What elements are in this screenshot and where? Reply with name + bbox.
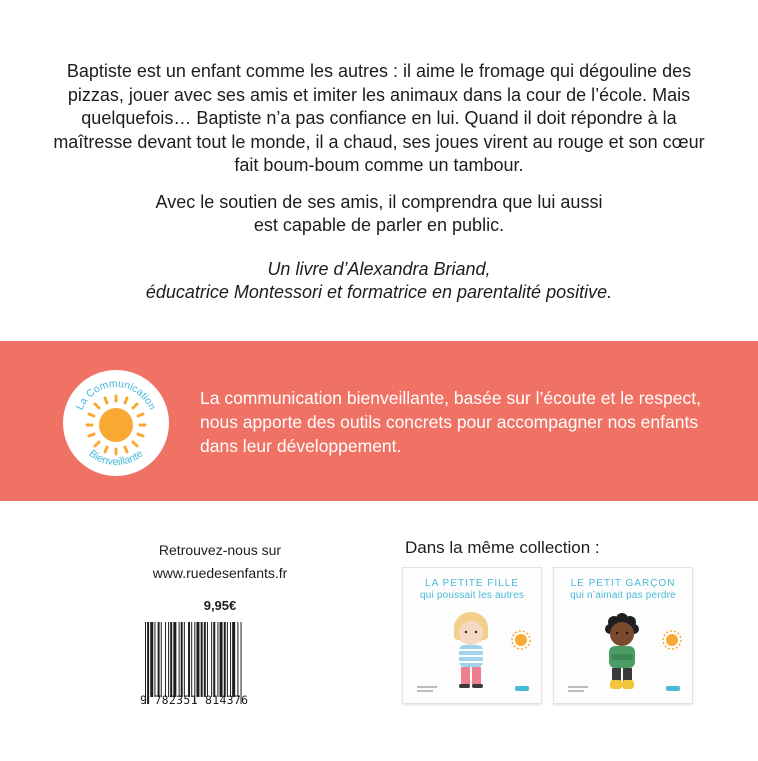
collection-heading: Dans la même collection : (405, 538, 600, 557)
barcode-bar (181, 622, 183, 697)
barcode-bar (191, 622, 192, 697)
barcode-bar (217, 622, 218, 697)
barcode-bar (207, 622, 208, 697)
barcode-bar (227, 622, 228, 697)
communication-bienveillante-badge (62, 369, 170, 477)
book-title-2: LE PETIT GARÇON qui n’aimait pas perdre (570, 578, 676, 601)
barcode-bar (211, 622, 212, 697)
back-cover-summary (40, 60, 718, 318)
barcode-bar (150, 622, 153, 697)
barcode-bar (147, 622, 149, 704)
barcode-bar (196, 622, 199, 697)
barcode-bar (230, 622, 231, 697)
barcode-bar (220, 622, 223, 697)
badge-top-text: La Communication (73, 377, 159, 412)
retrouvez-label: Retrouvez-nous sur (158, 542, 282, 558)
barcode-bar (161, 622, 162, 697)
barcode-bar (154, 622, 155, 697)
book-title-1: LA PETITE FILLE qui poussait les autres (419, 578, 525, 601)
barcode-bar (165, 622, 166, 697)
book-cover-petite-fille[interactable] (402, 567, 542, 704)
price: 9,95€ (203, 598, 237, 613)
isbn-number: 9 782351 814376 (140, 693, 249, 707)
barcode-bar (224, 622, 226, 697)
collection-band (0, 341, 758, 501)
publisher-contact (140, 539, 300, 585)
small-sun-icon (663, 631, 681, 649)
author-credit (40, 258, 718, 305)
summary-paragraph-1: Baptiste est un enfant comme les autres : il aime le fromage qui dégouline des pizzas, jouer avec ses amis et imiter les animaux dans la cour de l’école. Mais quelquefois… Baptiste n’a pas confiance en lui. Quand il doit répondre à la maîtresse devant tout le monde, il a chaud, ses joues virent au rouge et son cœur fait boum-boum comme un tambour. (53, 61, 705, 175)
barcode-bar (232, 622, 235, 697)
barcode-bar (213, 622, 215, 697)
barcode-bar (173, 622, 176, 697)
barcode-bar (237, 622, 238, 697)
barcode-bar (145, 622, 146, 704)
publisher-website: www.ruedesenfants.fr (152, 565, 288, 581)
small-sun-icon (512, 631, 530, 649)
barcode-bar (170, 622, 172, 697)
collection-description: La communication bienveillante, basée sur l’écoute et le respect, nous apporte des outils concrets pour accompagner nos enfants dans leur développement. (200, 388, 701, 456)
barcode (143, 622, 279, 704)
barcode-bar (179, 622, 180, 697)
author-credit-line-2: éducatrice Montessori et formatrice en parentalité positive. (145, 282, 613, 302)
barcode-bar (184, 622, 185, 697)
barcode-bar (204, 622, 206, 697)
book-cover-petit-garcon[interactable] (553, 567, 693, 704)
summary-paragraph-2: Avec le soutien de ses amis, il comprendra que lui aussi est capable de parler en public. (155, 191, 603, 235)
barcode-bar (158, 622, 160, 697)
barcode-bar (194, 622, 195, 704)
barcode-bar (241, 622, 242, 704)
barcode-bar (168, 622, 169, 697)
barcode-bar (188, 622, 190, 697)
barcode-bar (201, 622, 203, 697)
author-credit-line-1: Un livre d’Alexandra Briand, (267, 258, 491, 279)
badge-bottom-text: Bienveillante (86, 447, 146, 469)
